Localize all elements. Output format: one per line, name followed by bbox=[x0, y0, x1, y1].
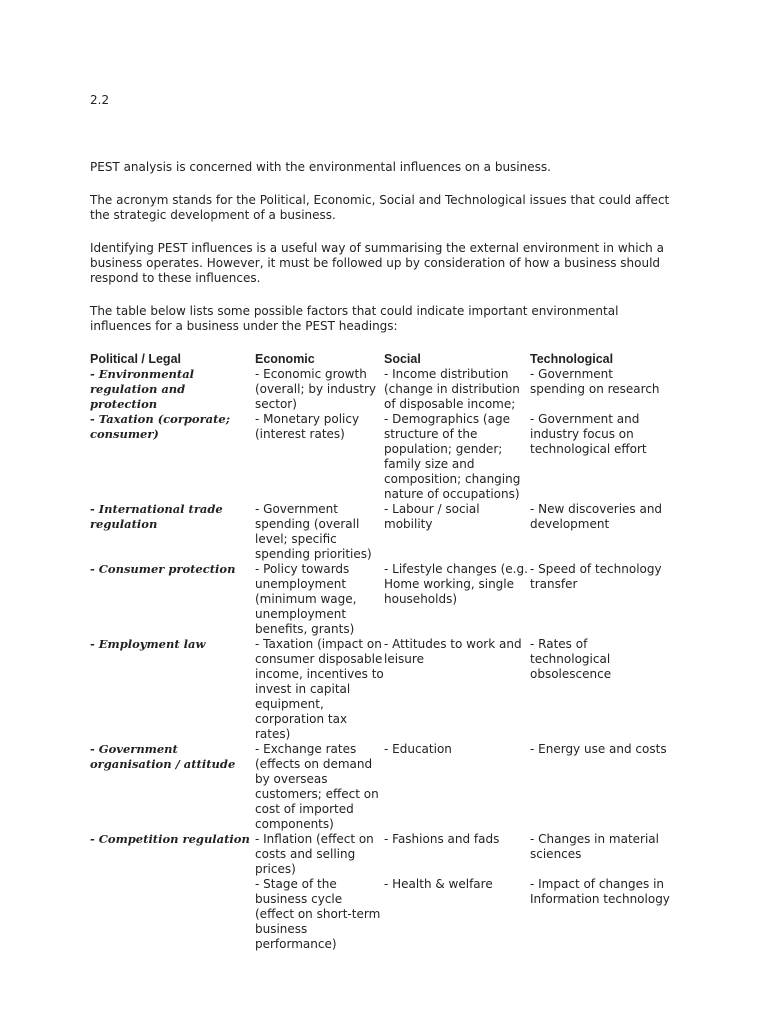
header-technological: Technological bbox=[530, 352, 614, 366]
economic-cell: - Taxation (impact on consumer disposable income, incentives to invest in capital equipment, corporation tax rates) bbox=[255, 637, 384, 741]
social-cell: - Education bbox=[384, 742, 452, 756]
header-political-legal: Political / Legal bbox=[90, 352, 181, 366]
table-row bbox=[90, 637, 670, 742]
technological-cell: - New discoveries and development bbox=[530, 502, 663, 531]
paragraph-table-intro: The table below lists some possible factors that could indicate important environmental influences for a business under the PEST headings: bbox=[90, 304, 619, 333]
table-row bbox=[90, 502, 670, 562]
header-economic: Economic bbox=[255, 352, 315, 366]
political-cell: - Employment law bbox=[90, 637, 206, 651]
political-cell: - Government organisation / attitude bbox=[90, 742, 236, 771]
table-row bbox=[90, 877, 670, 952]
social-cell: - Income distribution (change in distribution of disposable income; bbox=[384, 367, 520, 411]
social-cell: - Attitudes to work and leisure bbox=[384, 637, 522, 666]
technological-cell: - Speed of technology transfer bbox=[530, 562, 662, 591]
table-row bbox=[90, 562, 670, 637]
header-social: Social bbox=[384, 352, 421, 366]
pest-table-header-row bbox=[90, 352, 670, 367]
technological-cell: - Government spending on research bbox=[530, 367, 660, 396]
political-cell bbox=[90, 877, 255, 952]
pest-table bbox=[90, 352, 670, 952]
social-cell: - Fashions and fads bbox=[384, 832, 500, 846]
technological-cell: - Impact of changes in Information technology bbox=[530, 877, 670, 906]
technological-cell: - Changes in material sciences bbox=[530, 832, 659, 861]
economic-cell: - Monetary policy (interest rates) bbox=[255, 412, 360, 441]
document-page bbox=[90, 93, 680, 952]
table-row bbox=[90, 367, 670, 412]
economic-cell: - Exchange rates (effects on demand by overseas customers; effect on cost of imported components) bbox=[255, 742, 379, 831]
table-row bbox=[90, 832, 670, 877]
paragraph-acronym: The acronym stands for the Political, Economic, Social and Technological issues that could affect the strategic development of a business. bbox=[90, 193, 670, 222]
social-cell: - Health & welfare bbox=[384, 877, 493, 891]
economic-cell: - Government spending (overall level; specific spending priorities) bbox=[255, 502, 372, 561]
political-cell: - Consumer protection bbox=[90, 562, 236, 576]
political-cell: - Taxation (corporate; consumer) bbox=[90, 412, 230, 441]
economic-cell: - Policy towards unemployment (minimum wage, unemployment benefits, grants) bbox=[255, 562, 357, 636]
social-cell: - Demographics (age structure of the population; gender; family size and composition; changing nature of occupations) bbox=[384, 412, 521, 501]
paragraph-intro: PEST analysis is concerned with the environmental influences on a business. bbox=[90, 160, 551, 174]
section-number: 2.2 bbox=[90, 93, 110, 107]
economic-cell: - Inflation (effect on costs and selling prices) bbox=[255, 832, 374, 876]
economic-cell: - Stage of the business cycle (effect on short-term business performance) bbox=[255, 877, 381, 951]
political-cell: - Competition regulation bbox=[90, 832, 250, 846]
technological-cell: - Rates of technological obsolescence bbox=[530, 637, 612, 681]
technological-cell: - Energy use and costs bbox=[530, 742, 667, 756]
table-row bbox=[90, 742, 670, 832]
social-cell: - Lifestyle changes (e.g. Home working, single households) bbox=[384, 562, 528, 606]
table-row bbox=[90, 412, 670, 502]
social-cell: - Labour / social mobility bbox=[384, 502, 480, 531]
economic-cell: - Economic growth (overall; by industry sector) bbox=[255, 367, 377, 411]
paragraph-identifying: Identifying PEST influences is a useful way of summarising the external environment in which a business operates. However, it must be followed up by consideration of how a business should respond to these influences. bbox=[90, 241, 664, 285]
political-cell: - International trade regulation bbox=[90, 502, 223, 531]
political-cell: - Environmental regulation and protection bbox=[90, 367, 195, 411]
technological-cell: - Government and industry focus on technological effort bbox=[530, 412, 647, 456]
